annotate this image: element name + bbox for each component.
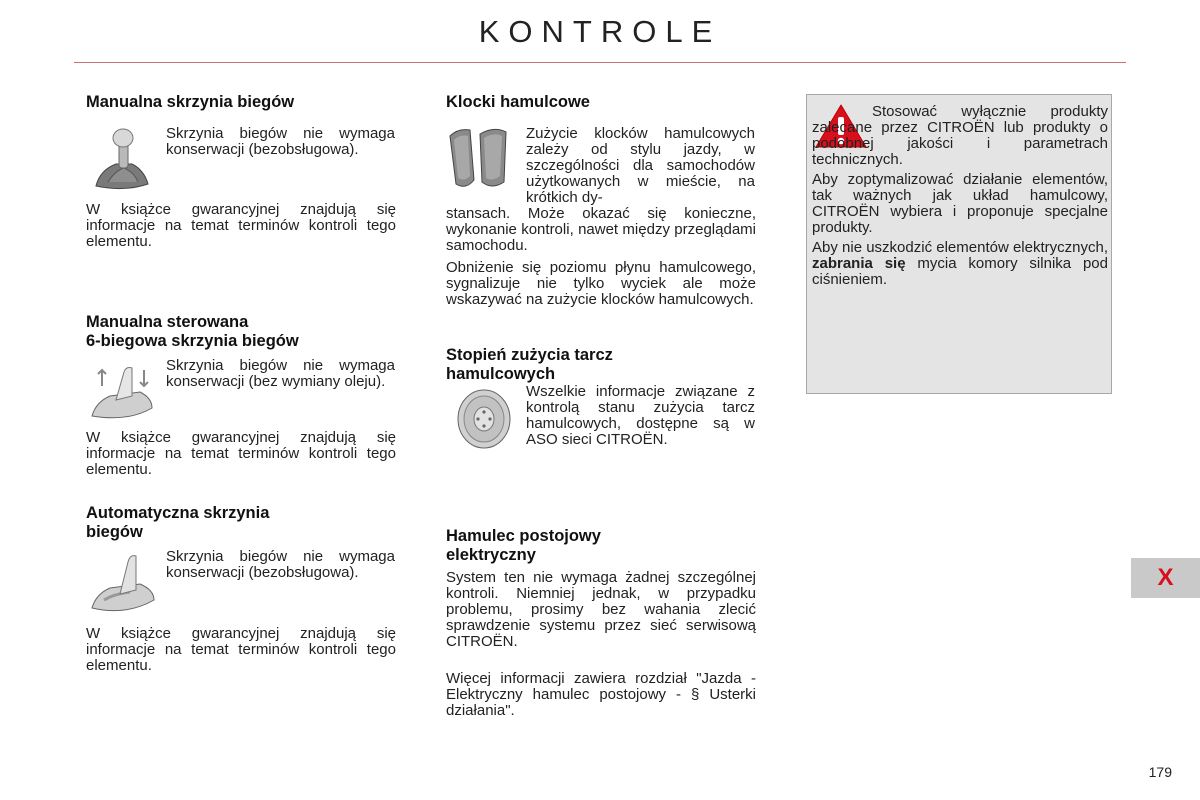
warning-text-prohibited: zabrania się [812,255,906,272]
robotized-gearbox-note: Skrzynia biegów nie wymaga konserwacji (bez wymiany oleju). [166,357,395,390]
brake-pads-heading: Klocki hamulcowe [446,93,590,111]
brake-pads-fluid-text: Obniżenie się poziomu płynu hamulcowego, sygnalizuje nie tylko wyciek ale może wskazywać na zużycie klocków hamulcowych. [446,259,756,308]
automatic-gearbox-heading-line1: Automatyczna skrzynia [86,504,270,522]
sequential-gear-selector-icon [88,360,156,424]
warning-text-products: Stosować wyłącznie produkty zalecane przez CITROËN lub produkty o podobnej jakości i parametrach technicznych. [812,103,1108,168]
automatic-gearbox-note: Skrzynia biegów nie wymaga konserwacji (bezobsługowa). [166,548,395,581]
parking-brake-heading [446,527,756,565]
warning-text-block [812,104,1108,288]
robotized-gearbox-warranty: W książce gwarancyjnej znajdują się informacje na temat terminów kontroli tego elementu. [86,429,396,478]
page-number: 179 [1148,764,1172,780]
automatic-gearbox-heading [86,504,396,542]
brake-discs-text: Wszelkie informacje związane z kontrolą stanu zużycia tarcz hamulcowych, dostępne są w ASO sieci CITROËN. [526,383,755,448]
brake-pads-text-cont: stansach. Może okazać się konieczne, wykonanie kontroli, nawet między przeglądami samochodu. [446,205,756,254]
page-title: KONTROLE [478,14,722,49]
warning-text-optimize: Aby zoptymalizować działanie elementów, tak ważnych jak układ hamulcowy, CITROËN wybiera i proponuje specjalne produkty. [812,171,1108,236]
parking-brake-heading-line2: elektryczny [446,546,536,564]
parking-brake-reference: Więcej informacji zawiera rozdział "Jazda - Elektryczny hamulec postojowy - § Usterki działania". [446,670,756,719]
warning-text-washing-end: mycia komory silnika pod ciśnieniem. [812,255,1108,288]
warning-text-washing [812,240,1108,288]
manual-gearbox-warranty: W książce gwarancyjnej znajdują się informacje na temat terminów kontroli tego elementu. [86,201,396,250]
brake-disc-icon [452,386,516,452]
manual-gearbox-note: Skrzynia biegów nie wymaga konserwacji (bezobsługowa). [166,125,395,158]
brake-discs-heading-line2: hamulcowych [446,365,556,383]
brake-pads-icon [444,124,518,194]
robotized-gearbox-heading-line1: Manualna sterowana [86,313,249,331]
automatic-gearbox-warranty: W książce gwarancyjnej znajdują się informacje na temat terminów kontroli tego elementu. [86,625,396,674]
brake-pads-text-wrap: Zużycie klocków hamulcowych zależy od stylu jazdy, w szczególności dla samochodów użytkowanych w mieście, na krótkich dy- [526,125,755,206]
brake-discs-heading [446,346,756,384]
brake-discs-heading-line1: Stopień zużycia tarcz [446,346,613,364]
parking-brake-heading-line1: Hamulec postojowy [446,527,601,545]
chapter-tab[interactable]: X [1131,558,1200,598]
warning-text-washing-start: Aby nie uszkodzić elementów elektrycznych, [812,239,1108,256]
automatic-gear-selector-icon [90,550,156,616]
automatic-gearbox-heading-line2: biegów [86,523,143,541]
parking-brake-text: System ten nie wymaga żadnej szczególnej kontroli. Niemniej jednak, w przypadku problemu, prosimy bez wahania zlecić sprawdzenie systemu przez sieć serwisową CITROËN. [446,569,756,650]
robotized-gearbox-heading [86,313,396,351]
robotized-gearbox-heading-line2: 6-biegowa skrzynia biegów [86,332,299,350]
manual-gear-lever-icon [90,124,154,192]
manual-gearbox-heading: Manualna skrzynia biegów [86,93,295,111]
title-divider [74,62,1126,63]
